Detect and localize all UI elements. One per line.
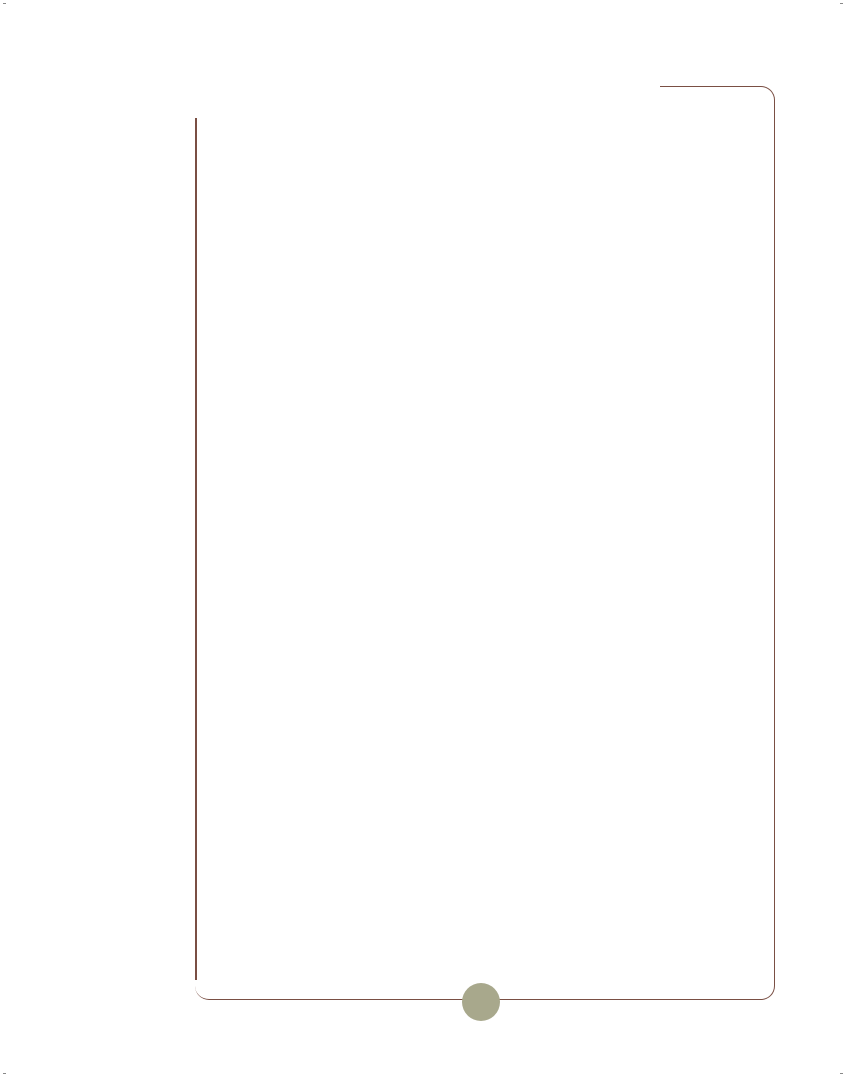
content-frame-left-line: [195, 118, 197, 980]
page-number-badge: [462, 983, 500, 1021]
content-frame: [195, 86, 775, 1000]
crop-mark: [3, 3, 6, 4]
crop-mark: [3, 1073, 6, 1074]
crop-mark: [840, 1073, 843, 1074]
frame-top-gap: [190, 80, 660, 90]
crop-mark: [840, 3, 843, 4]
